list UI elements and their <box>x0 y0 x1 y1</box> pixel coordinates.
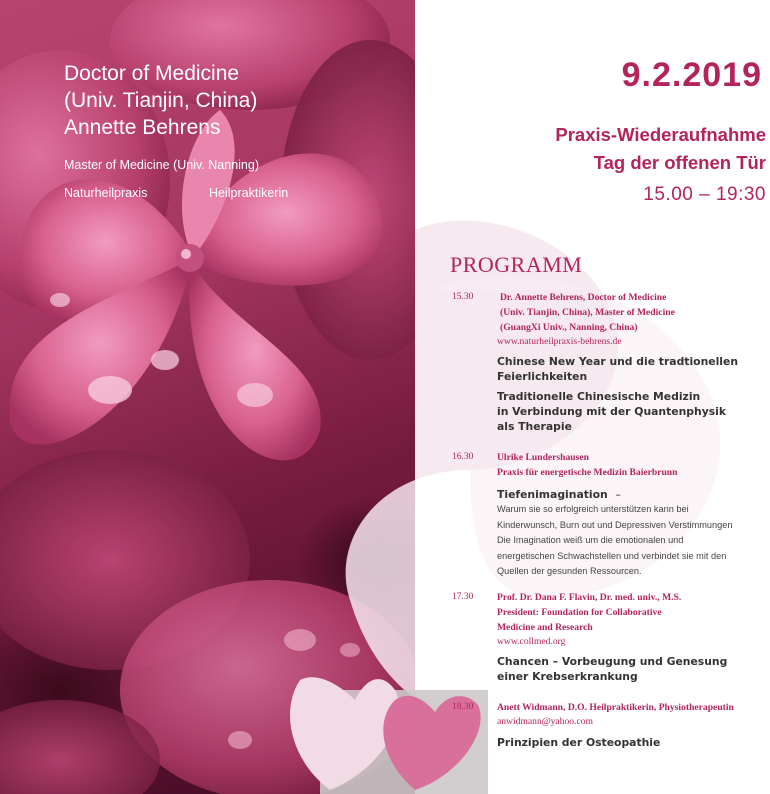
description-line: Quellen der gesunden Ressourcen. <box>497 566 642 576</box>
topic-line: Chinese New Year und die tradtionellen <box>497 355 739 368</box>
program-item-4-email[interactable]: anwidmann@yahoo.com <box>497 716 593 727</box>
speaker-line: (Univ. Tianjin, China), Master of Medicine <box>500 307 675 318</box>
speaker-line: President: Foundation for Collaborative <box>497 607 662 618</box>
program-item-3-topic <box>497 654 727 684</box>
program-item-4-time: 18.30 <box>452 702 474 712</box>
program-item-2-time: 16.30 <box>452 452 474 462</box>
program-item-1-topic-2 <box>497 389 726 434</box>
speaker-line: Ulrike Lundershausen <box>497 452 589 463</box>
doctor-name: Annette Behrens <box>64 116 221 139</box>
program-item-4-topic <box>497 735 660 750</box>
description-line: Die Imagination weiß um die emotionalen und <box>497 535 684 545</box>
topic-dash: – <box>615 488 621 501</box>
doctor-university-line: (Univ. Tianjin, China) <box>64 89 258 112</box>
topic-line: als Therapie <box>497 420 572 433</box>
program-item-2-description <box>497 502 732 580</box>
topic-line: Chancen – Vorbeugung und Genesung <box>497 655 728 668</box>
event-headline-1: Praxis-Wiederaufnahme <box>555 124 766 145</box>
description-line: Warum sie so erfolgreich unterstützen kann bei <box>497 504 689 514</box>
program-item-3-time: 17.30 <box>452 592 474 602</box>
program-item-2-topic <box>497 487 621 502</box>
description-line: Kinderwunsch, Burn out und Depressiven Verstimmungen <box>497 519 733 530</box>
profession-label: Heilpraktikerin <box>209 186 289 200</box>
event-date: 9.2.2019 <box>621 56 762 94</box>
program-item-1-speaker <box>497 290 675 335</box>
program-item-3-url[interactable]: www.collmed.org <box>497 636 566 647</box>
topic-line: in Verbindung mit der Quantenphysik <box>497 405 727 418</box>
doctor-degree-line: Doctor of Medicine <box>64 62 240 85</box>
speaker-line: Anett Widmann, D.O. Heilpraktikerin, Physiotherapeutin <box>497 702 734 713</box>
speaker-line: Dr. Annette Behrens, Doctor of Medicine <box>500 292 667 303</box>
program-item-3-speaker <box>497 590 681 635</box>
topic-text: Tiefenimagination <box>497 488 608 501</box>
program-title: PROGRAMM <box>450 252 583 277</box>
topic-line: Feierlichkeiten <box>497 370 588 383</box>
event-headline-2: Tag der offenen Tür <box>593 152 766 173</box>
program-item-1-time: 15.30 <box>452 292 474 302</box>
practice-label: Naturheilpraxis <box>64 186 148 200</box>
speaker-line: Prof. Dr. Dana F. Flavin, Dr. med. univ., M.S. <box>497 592 682 603</box>
speaker-line: (GuangXi Univ., Nanning, China) <box>500 322 638 333</box>
doctor-master-degree: Master of Medicine (Univ. Nanning) <box>64 158 259 172</box>
program-item-4-speaker <box>497 700 734 715</box>
description-line: energetischen Schwachstellen und verbindet sie mit den <box>497 550 727 561</box>
event-time: 15.00 – 19:30 <box>643 184 766 205</box>
speaker-line: Medicine and Research <box>497 622 593 633</box>
topic-line: Traditionelle Chinesische Medizin <box>497 390 701 403</box>
topic-line: einer Krebserkrankung <box>497 670 638 683</box>
program-item-1-url[interactable]: www.naturheilpraxis-behrens.de <box>497 336 622 347</box>
program-item-2-speaker <box>497 450 677 480</box>
speaker-line: Praxis für energetische Medizin Baierbrunn <box>497 467 678 478</box>
topic-line: Prinzipien der Osteopathie <box>497 736 661 749</box>
program-item-1-topic-1 <box>497 354 738 384</box>
